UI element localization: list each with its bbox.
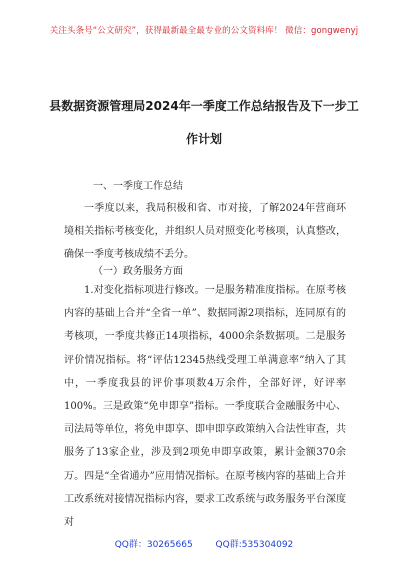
footer-qq-banner <box>0 537 408 550</box>
document-title-line-1: 县数据资源管理局2024年一季度工作总结报告及下一步工 <box>49 99 359 113</box>
document-title-line-2: 作计划 <box>185 132 222 146</box>
sub-heading: （一）政务服务方面 <box>93 266 183 277</box>
intro-paragraph: 一季度以来，我局积极和省、市对接，了解2024年营商环境相关指标考核变化，并组织人员对照变化考核项，认真整改，确保一季度考核成绩不丢分。 <box>64 203 346 261</box>
qq-group-1: QQ群：30265665 <box>114 540 193 550</box>
header-promo-banner: 关注头条号“公文研究”，获得最新最全最专业的公文资料库！ 微信：gongwenyj <box>49 26 359 36</box>
body-paragraph: 1.对变化指标项进行修改。一是服务精准度指标。在原考核内容的基础上合并“全省一单”、数据同源2项指标，连同原有的考核项，一季度共修正14项指标，4000余条数据项。二是服务评价情况指标。将“评估12345热线受理工单满意率”纳入了其中，一季度我县的评价事项数4万余件，全部好评，好评率100%。三是政策“免申即享”指标。一季度联合金融服务中心、司法局等单位，将免申即享、即申即享政策纳入合法性审查，共服务了13家企业，涉及到2项免申即享政策，累计金额370余万。四是“全省通办”应用情况指标。在原考核内容的基础上合并工改系统对接情况指标内容，要求工改系统与政务服务平台深度对 <box>64 285 346 529</box>
section-heading: 一、一季度工作总结 <box>93 181 183 192</box>
qq-group-2: QQ群:535304092 <box>215 540 294 550</box>
